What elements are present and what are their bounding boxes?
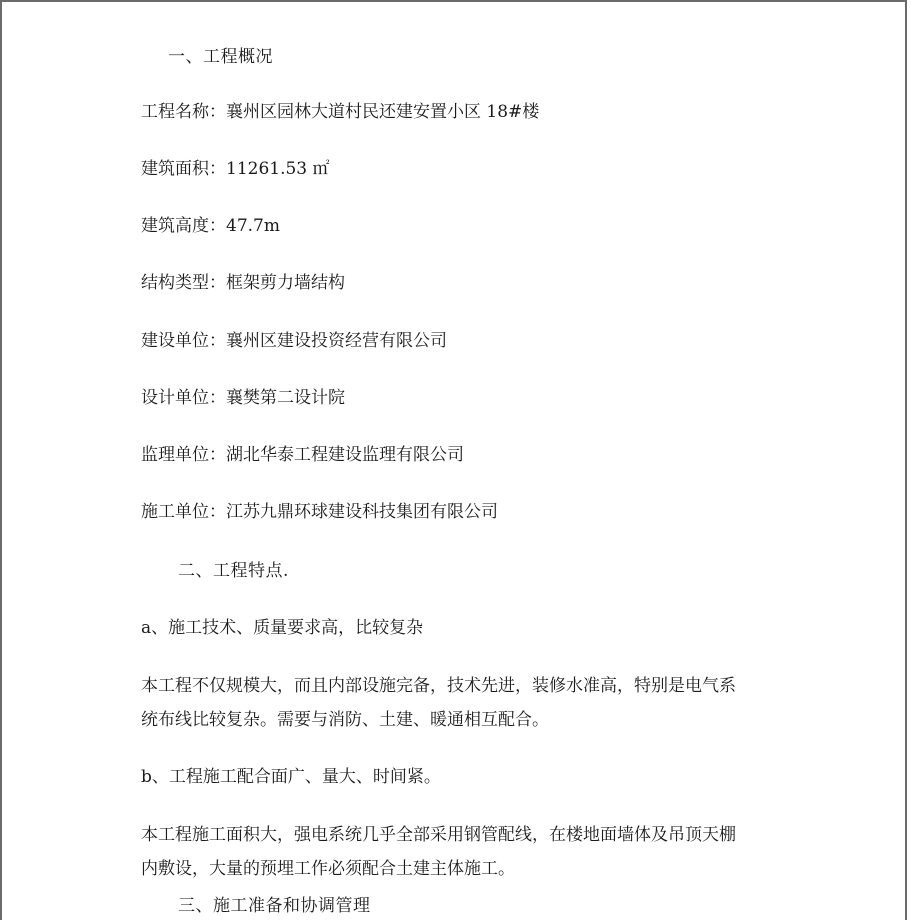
construction-unit: 建设单位：襄州区建设投资经营有限公司: [141, 331, 447, 351]
building-area: 建筑面积：11261.53 ㎡: [141, 159, 330, 179]
section2-heading: 二、工程特点.: [178, 561, 289, 581]
point-b-body-line2: 内敷设，大量的预埋工作必须配合土建主体施工。: [141, 859, 515, 879]
point-a-body-line2: 统布线比较复杂。需要与消防、土建、暖通相互配合。: [141, 710, 549, 730]
point-b-body-line1: 本工程施工面积大，强电系统几乎全部采用钢管配线，在楼地面墙体及吊顶天棚: [141, 825, 736, 845]
point-b-title: b、工程施工配合面广、量大、时间紧。: [141, 767, 441, 787]
design-unit: 设计单位：襄樊第二设计院: [141, 388, 345, 408]
project-name: 工程名称：襄州区园林大道村民还建安置小区 18#楼: [141, 102, 540, 122]
section3-heading: 三、施工准备和协调管理: [178, 896, 371, 916]
point-a-body-line1: 本工程不仅规模大，而且内部设施完备，技术先进，装修水准高，特别是电气系: [141, 676, 736, 696]
section1-heading: 一、工程概况: [168, 47, 273, 67]
contractor-unit: 施工单位：江苏九鼎环球建设科技集团有限公司: [141, 502, 498, 522]
building-height: 建筑高度：47.7m: [141, 216, 280, 236]
point-a-title: a、施工技术、质量要求高，比较复杂: [141, 618, 424, 638]
structure-type: 结构类型：框架剪力墙结构: [141, 273, 345, 293]
supervision-unit: 监理单位：湖北华泰工程建设监理有限公司: [141, 445, 464, 465]
